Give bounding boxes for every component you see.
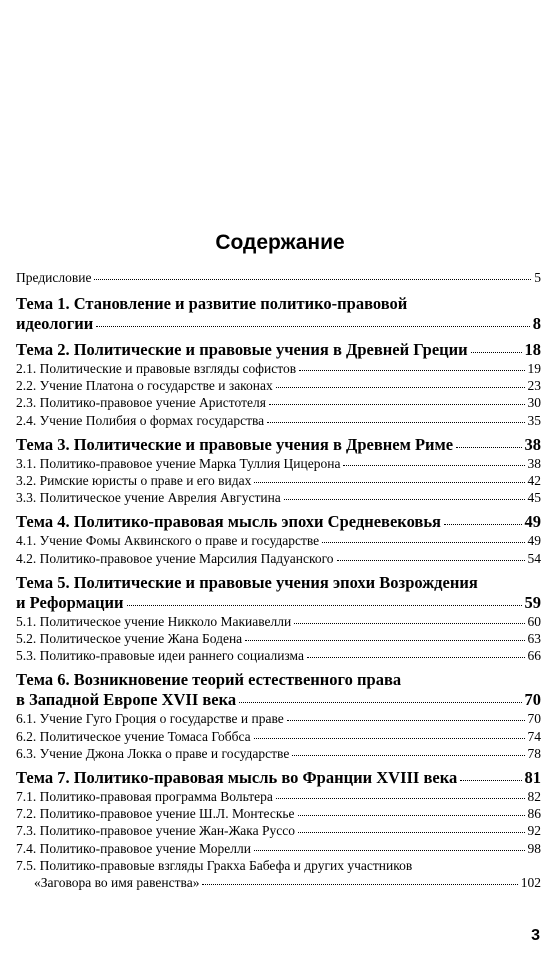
dot-leader xyxy=(460,780,521,781)
toc-entry xyxy=(16,874,541,891)
topic-entry xyxy=(16,512,541,532)
toc-page-number: 63 xyxy=(527,631,541,647)
page-number: 3 xyxy=(531,927,540,944)
topic-entry xyxy=(16,593,541,613)
toc-entry xyxy=(16,788,541,805)
toc-entry xyxy=(16,377,541,394)
dot-leader xyxy=(343,465,524,466)
topic-heading: Тема 6. Возникновение теорий естественного права xyxy=(16,670,402,690)
toc-entry xyxy=(16,710,541,727)
toc-entry-preface xyxy=(16,268,541,288)
toc-entry-label: 5.3. Политико-правовые идеи раннего социализма xyxy=(16,648,305,664)
toc-entry xyxy=(16,805,541,822)
table-of-contents xyxy=(16,268,541,891)
dot-leader xyxy=(444,524,522,525)
topic-entry xyxy=(16,690,541,710)
toc-entry-label: 6.2. Политическое учение Томаса Гоббса xyxy=(16,728,251,744)
topic-heading: Тема 5. Политические и правовые учения эпохи Возрождения xyxy=(16,572,478,592)
topic-page-number: 18 xyxy=(524,340,541,359)
dot-leader xyxy=(127,605,522,606)
topic-entry xyxy=(16,314,541,334)
dot-leader xyxy=(254,738,525,739)
toc-entry xyxy=(16,745,541,762)
dot-leader xyxy=(299,370,524,371)
toc-entry-label: 2.1. Политические и правовые взгляды софистов xyxy=(16,361,297,376)
toc-page-number: 92 xyxy=(527,823,541,839)
toc-entry xyxy=(16,647,541,664)
toc-page-number: 23 xyxy=(527,378,541,394)
toc-page-number: 66 xyxy=(527,648,541,664)
toc-entry-label: Предисловие xyxy=(16,270,92,285)
dot-leader xyxy=(269,404,525,405)
toc-entry xyxy=(16,728,541,745)
toc-page-number: 86 xyxy=(527,806,541,822)
page-title: Содержание xyxy=(215,231,345,254)
dot-leader xyxy=(287,720,525,721)
toc-page-number: 42 xyxy=(527,473,541,489)
topic-heading: Тема 1. Становление и развитие политико-правовой xyxy=(16,294,408,313)
topic-label: Тема 2. Политические и правовые учения в Древней Греции xyxy=(16,340,468,359)
toc-page-number: 70 xyxy=(527,711,541,727)
dot-leader xyxy=(267,422,524,423)
toc-entry-label: 5.1. Политическое учение Никколо Макиавелли xyxy=(16,613,292,629)
topic-label: в Западной Европе XVII века xyxy=(16,690,237,710)
toc-page-number: 78 xyxy=(527,745,541,761)
dot-leader xyxy=(292,755,524,756)
toc-entry-label: 4.2. Политико-правовое учение Марсилия Падуанского xyxy=(16,550,334,566)
toc-page-number: 35 xyxy=(527,412,541,428)
dot-leader xyxy=(337,560,525,561)
dot-leader xyxy=(245,640,524,641)
dot-leader xyxy=(276,387,525,388)
topic-label: Тема 7. Политико-правовая мысль во Франции XVIII века xyxy=(16,768,458,788)
toc-entry-label: 3.3. Политическое учение Аврелия Августина xyxy=(16,490,281,506)
toc-entry-label: 4.1. Учение Фомы Аквинского о праве и государстве xyxy=(16,533,320,549)
dot-leader xyxy=(298,815,525,816)
dot-leader xyxy=(239,702,521,703)
toc-entry xyxy=(16,532,541,549)
topic-entry xyxy=(16,768,541,788)
dot-leader xyxy=(456,447,521,448)
toc-entry-label: 3.2. Римские юристы о праве и его видах xyxy=(16,473,252,489)
topic-entry xyxy=(16,340,541,360)
toc-entry-label: 7.5. Политико-правовые взгляды Гракха Бабефа и других участников xyxy=(16,857,413,873)
toc-entry xyxy=(16,360,541,377)
toc-page-number: 82 xyxy=(527,789,541,805)
toc-page-number: 54 xyxy=(527,550,541,566)
topic-page-number: 8 xyxy=(532,314,541,333)
toc-page-number: 74 xyxy=(527,728,541,744)
toc-entry xyxy=(16,412,541,429)
toc-entry xyxy=(16,394,541,411)
dot-leader xyxy=(276,798,525,799)
toc-entry-label: 7.1. Политико-правовая программа Вольтера xyxy=(16,789,273,805)
toc-entry-label: 6.1. Учение Гуго Гроция о государстве и праве xyxy=(16,711,284,727)
dot-leader xyxy=(307,657,524,658)
toc-page-number: 102 xyxy=(520,875,541,891)
toc-page-number: 45 xyxy=(527,490,541,506)
topic-page-number: 70 xyxy=(524,690,541,710)
topic-page-number: 38 xyxy=(524,434,541,454)
toc-entry xyxy=(16,472,541,489)
toc-entry-label: 5.2. Политическое учение Жана Бодена xyxy=(16,631,243,647)
toc-entry-label: «Заговора во имя равенства» xyxy=(34,875,200,891)
toc-entry xyxy=(16,489,541,506)
topic-label: и Реформации xyxy=(16,592,124,612)
toc-page-number: 98 xyxy=(527,840,541,856)
toc-entry-label: 7.2. Политико-правовое учение Ш.Л. Монтескье xyxy=(16,806,295,822)
toc-entry-label: 2.4. Учение Полибия о формах государства xyxy=(16,412,265,428)
dot-leader xyxy=(471,352,522,353)
dot-leader xyxy=(96,326,530,327)
toc-page-number: 60 xyxy=(527,613,541,629)
toc-entry-label: 6.3. Учение Джона Локка о праве и государстве xyxy=(16,745,290,761)
topic-label: Тема 4. Политико-правовая мысль эпохи Средневековья xyxy=(16,512,441,532)
dot-leader xyxy=(202,884,517,885)
toc-entry-label: 2.2. Учение Платона о государстве и законах xyxy=(16,378,273,394)
dot-leader xyxy=(284,499,525,500)
dot-leader xyxy=(94,279,531,280)
dot-leader xyxy=(254,482,524,483)
toc-page-number: 38 xyxy=(527,455,541,471)
dot-leader xyxy=(298,832,525,833)
toc-entry-multiline-first xyxy=(16,857,541,874)
dot-leader xyxy=(322,542,524,543)
toc-entry-label: 7.4. Политико-правовое учение Морелли xyxy=(16,840,251,856)
toc-entry xyxy=(16,822,541,839)
toc-page-number: 49 xyxy=(527,533,541,549)
dot-leader xyxy=(294,623,524,624)
toc-entry-label: 7.3. Политико-правовое учение Жан-Жака Руссо xyxy=(16,823,295,839)
toc-entry xyxy=(16,840,541,857)
topic-entry xyxy=(16,435,541,455)
dot-leader xyxy=(254,850,525,851)
toc-entry-label: 3.1. Политико-правовое учение Марка Туллия Цицерона xyxy=(16,455,341,471)
topic-label: идеологии xyxy=(16,314,94,333)
topic-label: Тема 3. Политические и правовые учения в Древнем Риме xyxy=(16,434,454,454)
topic-page-number: 49 xyxy=(524,512,541,532)
toc-entry xyxy=(16,630,541,647)
toc-entry xyxy=(16,455,541,472)
toc-entry xyxy=(16,613,541,630)
toc-entry-label: 2.3. Политико-правовое учение Аристотеля xyxy=(16,395,266,411)
toc-page-number: 19 xyxy=(527,361,541,376)
toc-page-number: 5 xyxy=(534,270,541,285)
topic-page-number: 59 xyxy=(524,592,541,612)
toc-page-number: 30 xyxy=(527,395,541,411)
topic-page-number: 81 xyxy=(524,768,541,788)
toc-entry xyxy=(16,550,541,567)
